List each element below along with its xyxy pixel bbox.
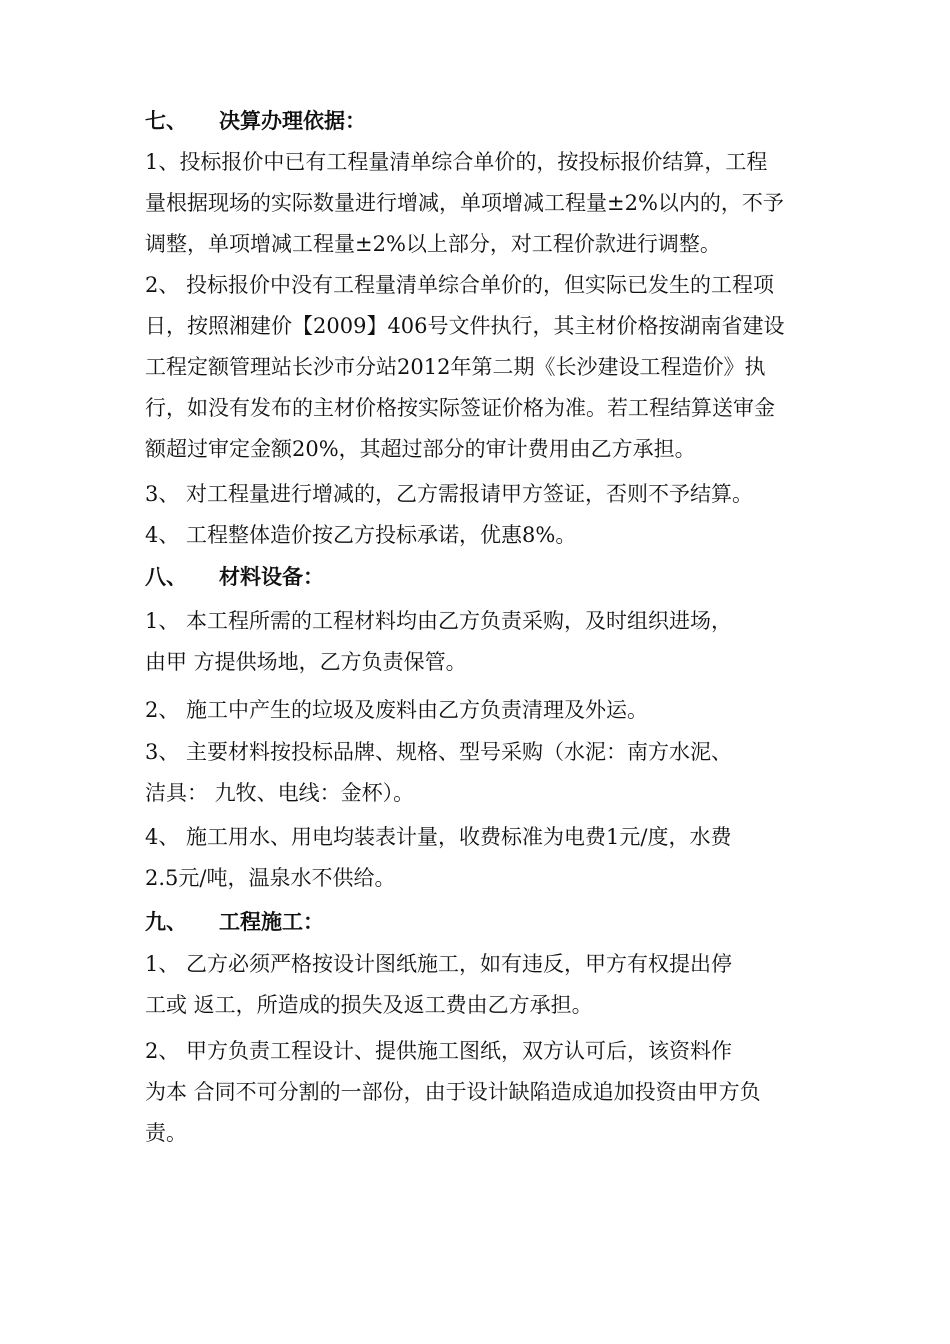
section9-item2-line1: 2、 甲方负责工程设计、提供施工图纸，双方认可后，该资料作 — [145, 1039, 733, 1063]
section9-item-2 — [145, 1031, 825, 1154]
section7-title: 决算办理依据： — [219, 109, 366, 133]
section7-item2-line4: 行，如没有发布的主材价格按实际签证价格为准。若工程结算送审金 — [145, 396, 775, 420]
section9-title: 工程施工： — [219, 910, 324, 934]
section8-item4-line2: 2.5元/吨，温泉水不供给。 — [145, 866, 396, 890]
section9-heading — [145, 902, 825, 943]
section7-item3-line1: 3、 对工程量进行增减的，乙方需报请甲方签证，否则不予结算。 — [145, 482, 754, 506]
section7-item-4 — [145, 515, 825, 556]
section7-item-2 — [145, 265, 825, 470]
section8-title: 材料设备： — [219, 565, 324, 589]
section8-item-4 — [145, 817, 825, 899]
section7-item2-line2: 日，按照湘建价【2009】406号文件执行，其主材价格按湖南省建设 — [145, 314, 785, 338]
section7-item2-line3: 工程定额管理站长沙市分站2012年第二期《长沙建设工程造价》执 — [145, 355, 766, 379]
section8-item2-line1: 2、 施工中产生的垃圾及废料由乙方负责清理及外运。 — [145, 698, 649, 722]
section8-item1-line1: 1、 本工程所需的工程材料均由乙方负责采购，及时组织进场， — [145, 609, 733, 633]
section7-item1-line1: 1、投标报价中已有工程量清单综合单价的，按投标报价结算，工程 — [145, 150, 768, 174]
section9-number: 九、 — [145, 910, 187, 934]
section9-item-1 — [145, 944, 825, 1026]
section8-item-2 — [145, 690, 825, 731]
section8-item3-line2: 洁具： 九牧、电线：金杯）。 — [145, 781, 415, 805]
section7-item2-line1: 2、 投标报价中没有工程量清单综合单价的，但实际已发生的工程项 — [145, 273, 775, 297]
section7-item2-line5: 额超过审定金额20%，其超过部分的审计费用由乙方承担。 — [145, 437, 696, 461]
section7-item1-line2: 量根据现场的实际数量进行增减，单项增减工程量±2%以内的，不予 — [145, 191, 784, 215]
section8-heading — [145, 557, 825, 598]
section9-item2-line2: 为本 合同不可分割的一部份，由于设计缺陷造成追加投资由甲方负 — [145, 1080, 761, 1104]
section7-item-3 — [145, 474, 825, 515]
section7-item-1 — [145, 142, 825, 265]
section8-item3-line1: 3、 主要材料按投标品牌、规格、型号采购（水泥：南方水泥、 — [145, 740, 733, 764]
section7-heading — [145, 101, 825, 142]
section8-item1-line2: 由甲 方提供场地，乙方负责保管。 — [145, 650, 467, 674]
section8-item-1 — [145, 601, 825, 683]
section8-number: 八、 — [145, 565, 187, 589]
section8-item4-line1: 4、 施工用水、用电均装表计量，收费标准为电费1元/度，水费 — [145, 825, 732, 849]
section9-item1-line1: 1、 乙方必须严格按设计图纸施工，如有违反，甲方有权提出停 — [145, 952, 733, 976]
section7-number: 七、 — [145, 109, 187, 133]
section7-item1-line3: 调整，单项增减工程量±2%以上部分，对工程价款进行调整。 — [145, 232, 721, 256]
section9-item1-line2: 工或 返工，所造成的损失及返工费由乙方承担。 — [145, 993, 593, 1017]
section9-item2-line3: 责。 — [145, 1121, 187, 1145]
section8-item-3 — [145, 732, 825, 814]
section7-item4-line1: 4、 工程整体造价按乙方投标承诺，优惠8%。 — [145, 523, 577, 547]
